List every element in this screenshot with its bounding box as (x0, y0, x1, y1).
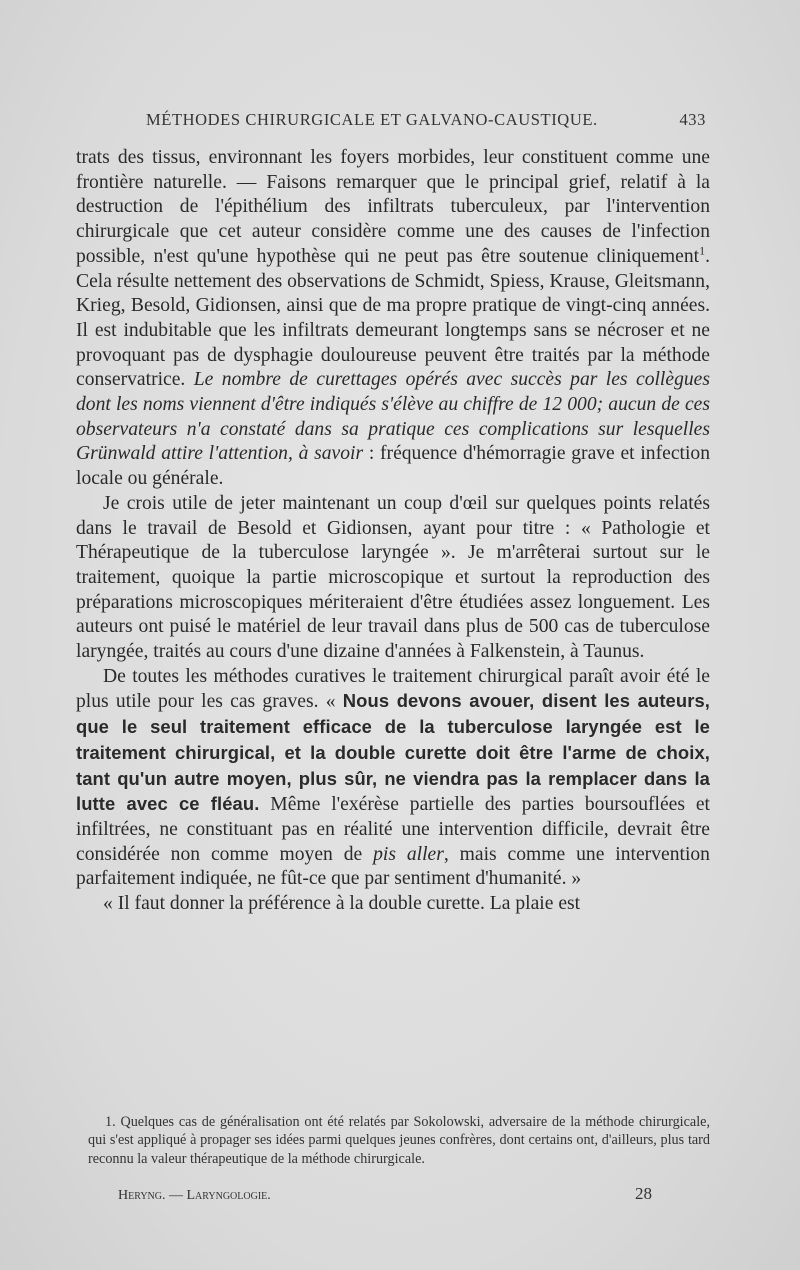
footnote (88, 1113, 710, 1168)
footnote-text: 1. Quelques cas de généralisation ont été relatés par Sokolowski, adversaire de la méthode chirurgicale, qui s'est appliqué à propager ses idées parmi quelques jeunes confrères, dont certains ont, d'ailleurs, plus tard reconnu la valeur thérapeutique de la méthode chirurgicale. (88, 1114, 710, 1167)
paragraph-1-ending: : fréquence d'hémorragie grave et infection locale ou générale. (76, 443, 711, 490)
author-book-line: Heryng. — Laryngologie. (118, 1188, 271, 1203)
footnote-reference: 1 (699, 243, 706, 258)
paragraph-3-text-continued: Même l'exérèse partielle des parties boursouflées et infiltrées, ne constituant pas en réalité une intervention difficile, devrait être considérée non comme moyen de (76, 794, 710, 865)
paragraph-1-text-continued: . Cela résulte nettement des observations de Schmidt, Spiess, Krause, Gleitsmann, Krieg, Besold, Gidionsen, ainsi que de ma propre pratique de vingt-cinq années. Il est indubitable que les infiltrats demeurant longtemps sans se nécroser et ne provoquant pas de dysphagie douloureuse peuvent être traités par la méthode conservatrice. (76, 245, 710, 391)
paragraph-3 (76, 665, 710, 892)
body-text (76, 146, 710, 917)
paragraph-1-italic: Le nombre de curettages opérés avec succès par les collègues dont les noms viennent d'être indiqués s'élève au chiffre de 12 000; aucun de ces observateurs n'a constaté dans sa pratique ces complications sur lesquelles Grünwald attire l'attention, à savoir (76, 369, 710, 465)
running-title: MÉTHODES CHIRURGICALE ET GALVANO-CAUSTIQUE. (146, 110, 598, 129)
paragraph-4: « Il faut donner la préférence à la double curette. La plaie est (103, 893, 581, 915)
page-footer (118, 1184, 652, 1204)
paragraph-1 (76, 146, 710, 492)
signature-mark: 28 (635, 1184, 652, 1203)
paragraph-2: Je crois utile de jeter maintenant un coup d'œil sur quelques points relatés dans le travail de Besold et Gidionsen, ayant pour titre : « Pathologie et Thérapeutique de la tuberculose laryngée ». Je m'arrêterai surtout sur le traitement, quoique la partie microscopique et surtout la reproduction des préparations microscopiques mériteraient d'être étudiées assez longuement. Les auteurs ont puisé le matériel de leur travail dans plus de 500 cas de tuberculose laryngée, traités au cours d'une dizaine d'années à Falkenstein, à Taunus. (76, 492, 710, 663)
running-head (146, 110, 706, 130)
paragraph-3-text: De toutes les méthodes curatives le traitement chirurgical paraît avoir été le plus utile pour les cas graves. « (76, 665, 710, 713)
paragraph-3-italic: pis aller (373, 843, 444, 865)
paragraph-3-bold-quote: Nous devons avouer, disent les auteurs, que le seul traitement efficace de la tuberculose laryngée est le traitement chirurgical, et la double curette doit être l'arme de choix, tant qu'un autre moyen, plus sûr, ne viendra pas la remplacer dans la lutte avec ce fléau. (76, 690, 710, 815)
paragraph-3-ending: , mais comme une intervention parfaitement indiquée, ne fût-ce que par sentiment d'humanité. » (76, 843, 710, 890)
paragraph-1-text: trats des tissus, environnant les foyers morbides, leur constituent comme une frontière naturelle. — Faisons remarquer que le principal grief, relatif à la destruction de l'épithélium des infiltrats tuberculeux, par l'intervention chirurgicale que cet auteur considère comme une des causes de l'infection possible, n'est qu'une hypothèse qui ne peut pas être soutenue cliniquement (76, 147, 710, 267)
page-number: 433 (679, 110, 706, 129)
